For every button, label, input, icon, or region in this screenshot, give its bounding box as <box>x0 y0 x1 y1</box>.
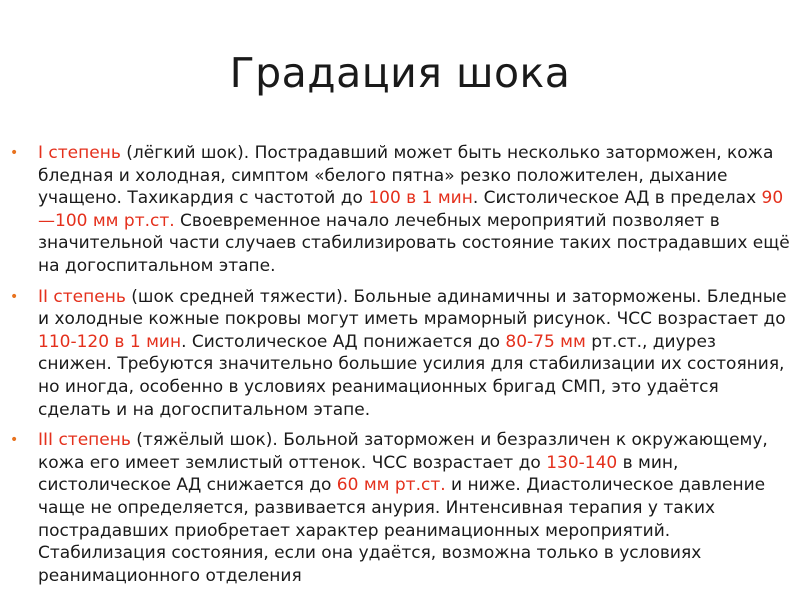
degree-label: II степень <box>38 286 126 307</box>
list-item-degree-1 <box>10 142 790 278</box>
slide-title: Градация шока <box>229 49 571 97</box>
degree-label: I степень <box>38 143 121 163</box>
item-text <box>38 430 768 586</box>
text-segment: (шок средней тяжести). Больные адинамичны и заторможены. Бледные и холодные кожные покровы могут иметь мраморный рисунок. ЧСС возрастает до <box>38 286 787 330</box>
list-item-degree-3 <box>10 429 790 587</box>
highlight-value: 80-75 мм <box>505 331 586 352</box>
bullet-list <box>10 142 790 595</box>
text-segment: Своевременное начало лечебных мероприятий позволяет в значительной части случаев стабилизировать состояние таких пострадавших ещё на догоспитальном этапе. <box>38 210 790 276</box>
bullet-icon: • <box>10 432 19 449</box>
item-text <box>38 287 787 420</box>
degree-label: III степень <box>38 430 131 451</box>
highlight-value: 60 мм рт.ст. <box>336 475 446 496</box>
text-segment: . Систолическое АД в пределах <box>472 188 762 209</box>
highlight-value: 110-120 в 1 мин <box>38 331 182 352</box>
text-segment: (лёгкий шок). Пострадавший может быть несколько заторможен, кожа бледная и холодная, симптом «белого пятна» резко положителен, дыхание учащено. Тахикардия с частотой до <box>38 143 774 209</box>
text-segment: . Систолическое АД понижается до <box>181 331 506 352</box>
text-segment: рт.ст., диурез снижен. Требуются значительно большие усилия для стабилизации их состояния, но иногда, особенно в условиях реанимационных бригад СМП, это удаётся сделать и на догоспитальном этапе. <box>38 331 785 420</box>
highlight-value: 130-140 <box>546 452 618 473</box>
text-segment: и ниже. Диастолическое давление чаще не определяется, развивается анурия. Интенсивная терапия у таких пострадавших приобретает характер реанимационных мероприятий. Стабилизация состояния, если она удаётся, возможна только в условиях реанимационного отделения <box>38 475 766 586</box>
text-segment: (тяжёлый шок). Больной заторможен и безразличен к окружающему, кожа его имеет землистый оттенок. ЧСС возрастает до <box>38 430 768 473</box>
bullet-icon: • <box>10 288 19 305</box>
text-segment: в мин, систолическое АД снижается до <box>38 452 679 496</box>
highlight-value: 100 в 1 мин <box>368 188 473 209</box>
bullet-icon: • <box>10 145 19 161</box>
highlight-value: 90—100 мм рт.ст. <box>38 188 784 231</box>
list-item-degree-2 <box>10 286 790 422</box>
item-text <box>38 143 790 276</box>
